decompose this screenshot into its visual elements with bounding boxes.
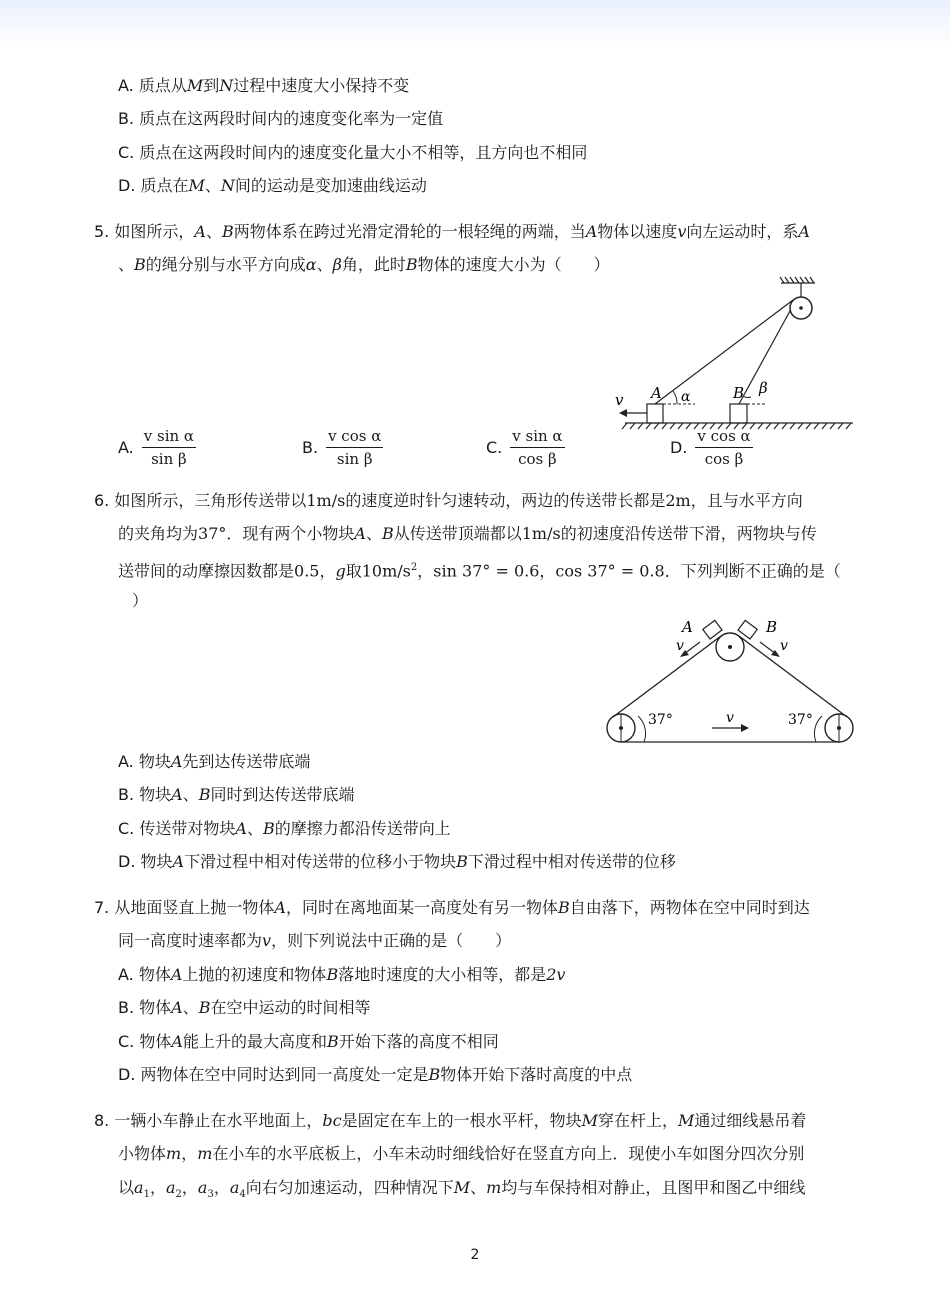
q5-stem-line2: 、B的绳分别与水平方向成α、β角，此时B物体的速度大小为（ ） xyxy=(118,255,610,274)
q6-stem-line3: 送带间的动摩擦因数都是0.5，g取$10m/s^2$，sin 37° = 0.6，cos 37° = 0.8．下列判断不正确的是（ xyxy=(118,561,841,581)
q6-option-c: C. 传送带对物块A、B的摩擦力都沿传送带向上 xyxy=(118,819,451,838)
ceiling-mount xyxy=(780,277,815,297)
fig5-label-v: v xyxy=(615,391,624,409)
fig6-label-a: A xyxy=(682,618,693,636)
block-a xyxy=(703,620,722,639)
q7-option-b: B. 物体A、B在空中运动的时间相等 xyxy=(118,998,371,1017)
q4-option-b: B. 质点在这两段时间内的速度变化率为一定值 xyxy=(118,109,444,128)
fig6-label-b: B xyxy=(766,618,778,636)
velocity-arrow-head xyxy=(619,409,627,417)
q5-option-c: C. $\frac{\text{v sin α}}{\text{cos β}}$ xyxy=(486,427,563,468)
q6-option-a: A. 物块A先到达传送带底端 xyxy=(118,752,311,771)
q6-stem-line4: ） xyxy=(132,591,149,610)
q7-stem-line2: 同一高度时速率都为v，则下列说法中正确的是（ ） xyxy=(118,931,512,950)
q6-stem-line2: 的夹角均为37°．现有两个小物块A、B从传送带顶端都以1m/s的初速度沿传送带下滑，两物块与传 xyxy=(118,524,817,543)
q6-option-b: B. 物块A、B同时到达传送带底端 xyxy=(118,785,355,804)
pulley-axle xyxy=(799,306,803,310)
fig5-label-a: A xyxy=(651,384,662,402)
fig6-label-v: v xyxy=(726,710,734,726)
fig5-label-alpha: α xyxy=(681,389,691,405)
belt-right-side xyxy=(739,636,847,717)
block-b xyxy=(730,404,747,423)
alpha-arc xyxy=(673,391,677,404)
q4-option-a: A. 质点从M到N过程中速度大小保持不变 xyxy=(118,76,410,95)
belt-left-side xyxy=(613,636,721,717)
q6-option-d: D. 物块A下滑过程中相对传送带的位移小于物块B下滑过程中相对传送带的位移 xyxy=(118,852,676,871)
fig5-label-beta: β xyxy=(759,379,768,397)
belt-velocity-head xyxy=(741,724,749,732)
q5-stem-line1: 5. 如图所示，A、B两物体系在跨过光滑定滑轮的一根轻绳的两端，当A物体以速度v向左运动时，系A xyxy=(94,222,810,241)
fig6-label-vb: v xyxy=(780,638,788,654)
q7-stem-line1: 7. 从地面竖直上抛一物体A，同时在离地面某一高度处有另一物体B自由落下，两物体在空中同时到达 xyxy=(94,898,810,917)
fig5-label-b: B xyxy=(733,384,745,402)
q5-option-a: A. $\frac{\text{v sin α}}{\text{sin β}}$ xyxy=(118,427,195,468)
q8-stem-line1: 8. 一辆小车静止在水平地面上，bc是固定在车上的一根水平杆，物块M穿在杆上，M通过细线悬吊着 xyxy=(94,1111,807,1130)
page-number: 2 xyxy=(470,1247,480,1263)
q6-stem-line1: 6. 如图所示，三角形传送带以1m/s的速度逆时针匀速转动，两边的传送带长都是2m，且与水平方向 xyxy=(94,491,803,510)
q5-option-d: D. $\frac{\text{v cos α}}{\text{cos β}}$ xyxy=(670,427,751,468)
top-roller-axle xyxy=(728,645,732,649)
q6-conveyor-figure xyxy=(600,612,860,748)
q4-option-c: C. 质点在这两段时间内的速度变化量大小不相等，且方向也不相同 xyxy=(118,143,588,162)
q7-option-d: D. 两物体在空中同时达到同一高度处一定是B物体开始下落时高度的中点 xyxy=(118,1065,633,1084)
fig6-label-va: v xyxy=(676,638,684,654)
beta-arc xyxy=(743,396,751,398)
block-b xyxy=(738,620,757,639)
fig6-label-angle-left: 37° xyxy=(648,712,673,728)
angle-arc-right xyxy=(814,716,822,742)
q5-option-b: B. $\frac{\text{v cos α}}{\text{sin β}}$ xyxy=(302,427,382,468)
q7-option-a: A. 物体A上抛的初速度和物体B落地时速度的大小相等，都是2v xyxy=(118,965,566,984)
q7-option-c: C. 物体A能上升的最大高度和B开始下落的高度不相同 xyxy=(118,1032,499,1051)
page-header-band xyxy=(0,0,950,48)
angle-arc-left xyxy=(638,716,646,742)
rope-to-a xyxy=(655,300,793,404)
fig6-label-angle-right: 37° xyxy=(788,712,813,728)
q5-pulley-figure xyxy=(605,275,860,435)
q8-stem-line2: 小物体m，m在小车的水平底板上，小车未动时细线恰好在竖直方向上．现使小车如图分四次分别 xyxy=(118,1144,805,1163)
q4-option-d: D. 质点在M、N间的运动是变加速曲线运动 xyxy=(118,176,427,195)
q8-stem-line3: 以$a_1$，$a_2$，$a_3$，$a_4$向右匀加速运动，四种情况下M、m均与车保持相对静止，且图甲和图乙中细线 xyxy=(118,1178,806,1201)
block-a xyxy=(647,404,663,423)
